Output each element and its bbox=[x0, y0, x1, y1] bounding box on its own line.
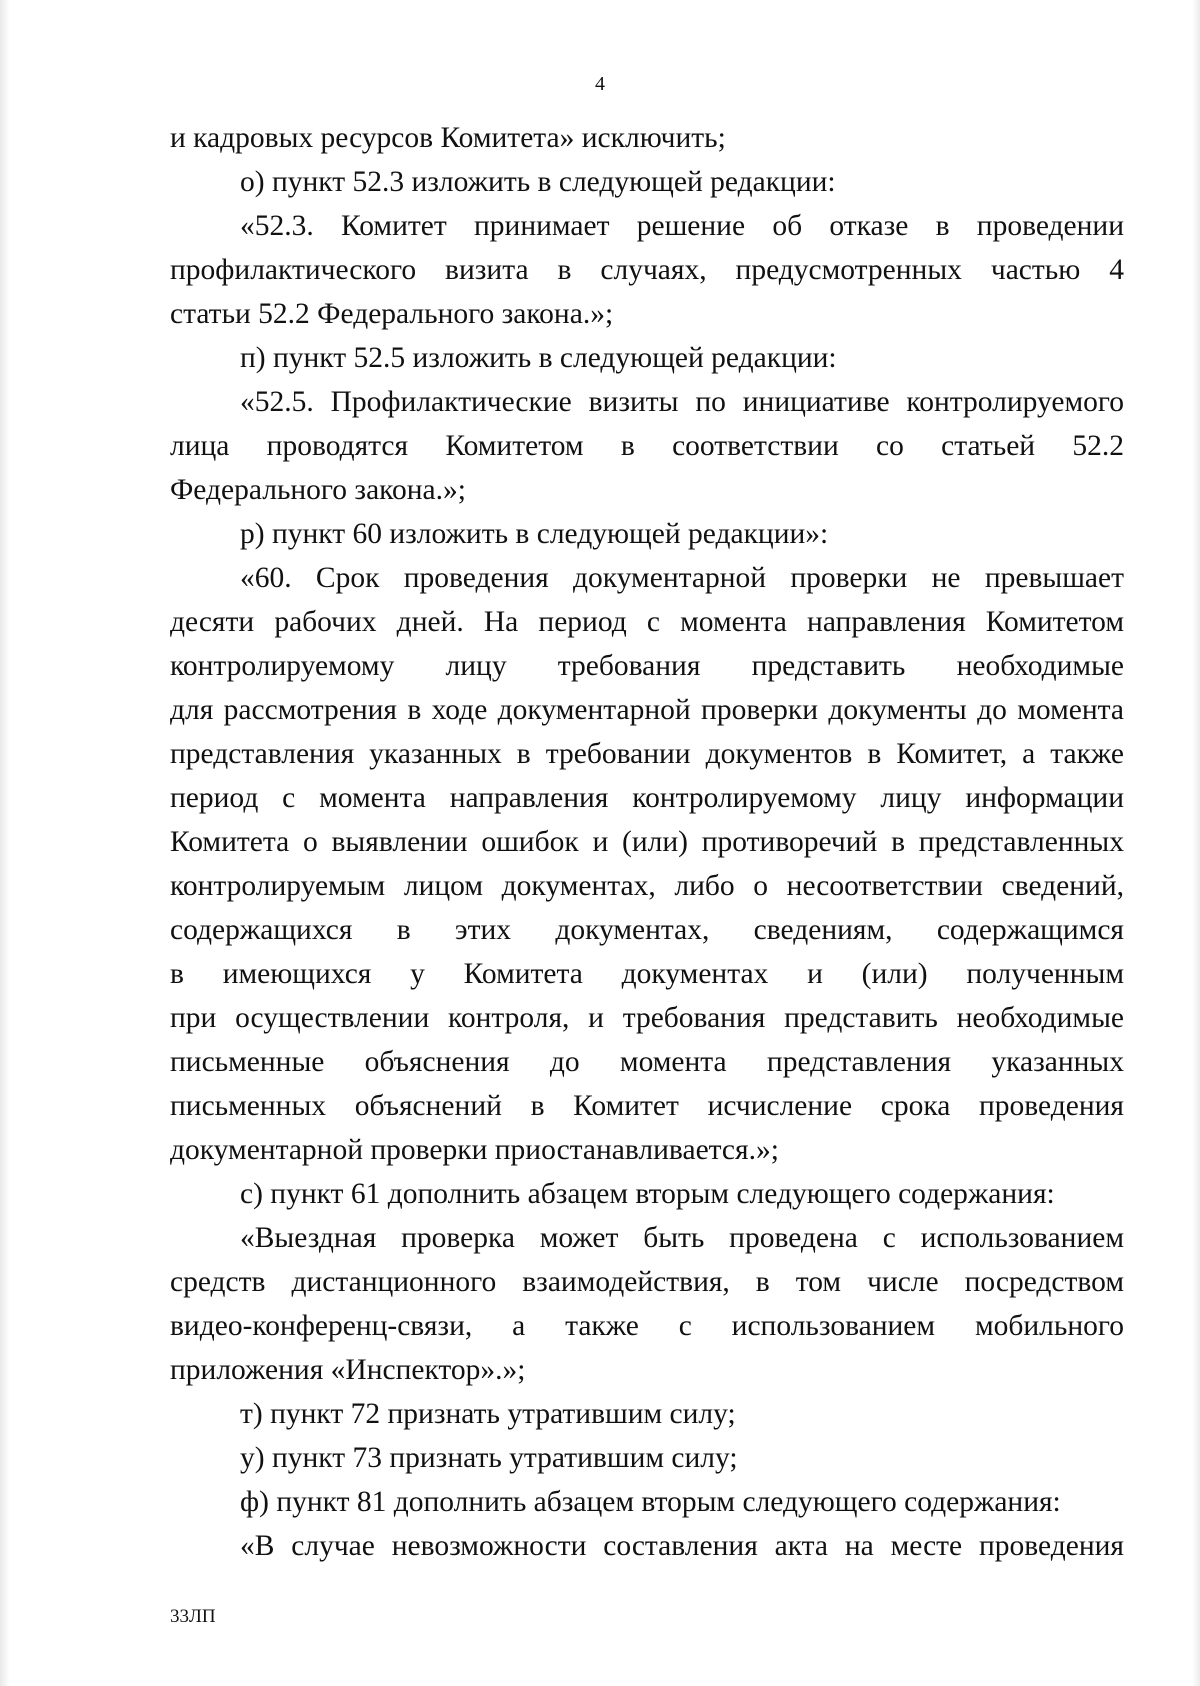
page-number: 4 bbox=[595, 73, 605, 95]
text-line: приложения «Инспектор».»; bbox=[170, 1354, 526, 1386]
text-line: профилактического визита в случаях, предусмотренных частью 4 bbox=[170, 254, 1124, 286]
text-line: письменные объяснения до момента представления указанных bbox=[170, 1046, 1124, 1078]
text-line: с) пункт 61 дополнить абзацем вторым следующего содержания: bbox=[240, 1178, 1055, 1210]
text-line: п) пункт 52.5 изложить в следующей редакции: bbox=[240, 342, 837, 374]
text-line: «52.5. Профилактические визиты по инициативе контролируемого bbox=[240, 386, 1124, 418]
text-line: документарной проверки приостанавливается.»; bbox=[170, 1134, 779, 1166]
text-line: о) пункт 52.3 изложить в следующей редакции: bbox=[240, 166, 836, 198]
text-line: письменных объяснений в Комитет исчисление срока проведения bbox=[170, 1090, 1124, 1122]
text-line: видео-конференц-связи, а также с использованием мобильного bbox=[170, 1310, 1124, 1342]
text-line: ф) пункт 81 дополнить абзацем вторым следующего содержания: bbox=[240, 1486, 1061, 1518]
text-line: и кадровых ресурсов Комитета» исключить; bbox=[170, 122, 726, 154]
scan-edge-left bbox=[0, 0, 10, 1686]
text-line: «60. Срок проведения документарной проверки не превышает bbox=[240, 562, 1124, 594]
text-line: лица проводятся Комитетом в соответствии со статьей 52.2 bbox=[170, 430, 1124, 462]
text-line: содержащихся в этих документах, сведениям, содержащимся bbox=[170, 914, 1124, 946]
text-line: для рассмотрения в ходе документарной проверки документы до момента bbox=[170, 694, 1124, 726]
text-line: Комитета о выявлении ошибок и (или) противоречий в представленных bbox=[170, 826, 1124, 858]
text-line: представления указанных в требовании документов в Комитет, а также bbox=[170, 738, 1124, 770]
document-code: 33ЛП bbox=[170, 1606, 216, 1627]
text-line: «52.3. Комитет принимает решение об отказе в проведении bbox=[240, 210, 1124, 242]
text-line: «Выездная проверка может быть проведена с использованием bbox=[240, 1222, 1124, 1254]
text-line: средств дистанционного взаимодействия, в том числе посредством bbox=[170, 1266, 1124, 1298]
text-line: контролируемым лицом документах, либо о несоответствии сведений, bbox=[170, 870, 1124, 902]
text-line: десяти рабочих дней. На период с момента направления Комитетом bbox=[170, 606, 1124, 638]
text-line: у) пункт 73 признать утратившим силу; bbox=[240, 1442, 738, 1474]
document-body bbox=[170, 116, 1124, 1568]
text-line: Федерального закона.»; bbox=[170, 474, 466, 506]
text-line: в имеющихся у Комитета документах и (или) полученным bbox=[170, 958, 1124, 990]
text-line: контролируемому лицу требования представить необходимые bbox=[170, 650, 1124, 682]
text-line: период с момента направления контролируемому лицу информации bbox=[170, 782, 1124, 814]
text-line: р) пункт 60 изложить в следующей редакции»: bbox=[240, 518, 829, 550]
text-line: т) пункт 72 признать утратившим силу; bbox=[240, 1398, 736, 1430]
scan-edge-right bbox=[1192, 0, 1200, 1686]
text-line: статьи 52.2 Федерального закона.»; bbox=[170, 298, 614, 330]
text-line: при осуществлении контроля, и требования представить необходимые bbox=[170, 1002, 1124, 1034]
text-line: «В случае невозможности составления акта на месте проведения bbox=[240, 1530, 1124, 1562]
